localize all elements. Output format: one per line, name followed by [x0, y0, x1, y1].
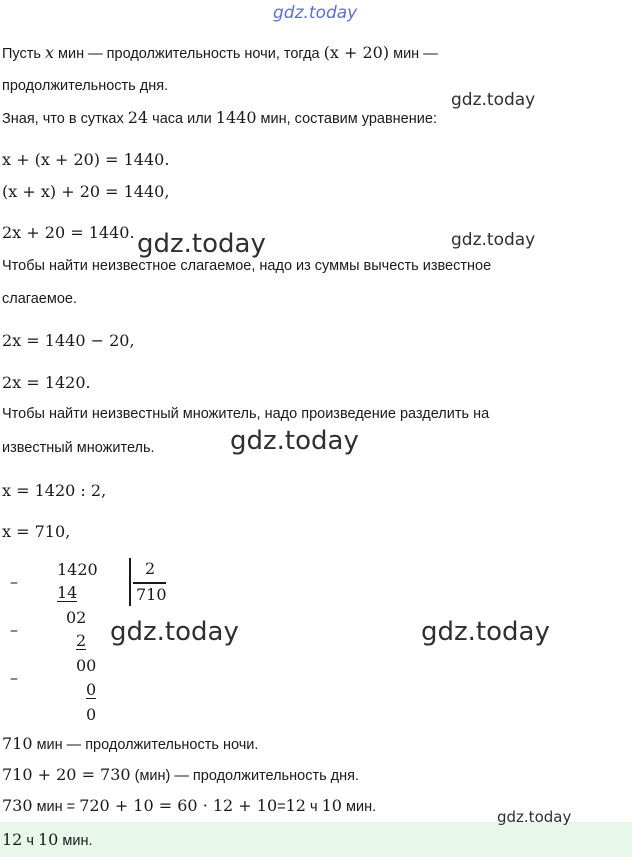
watermark: gdz.today: [137, 229, 266, 259]
rule2-line-1: Чтобы найти неизвестный множитель, надо произведение разделить на: [2, 406, 490, 422]
number: 730: [2, 796, 33, 815]
number: 12: [285, 796, 306, 815]
expression: 720 + 10 = 60 · 12 + 10: [79, 796, 278, 815]
text: часа или: [148, 111, 216, 127]
variable-x: x: [44, 43, 55, 62]
answer: [2, 830, 92, 849]
watermark: gdz.today: [451, 230, 536, 250]
divisor: 2: [145, 559, 156, 578]
equation-6: x = 1420 : 2,: [2, 481, 107, 500]
expression: (x + 20): [323, 43, 390, 62]
watermark: gdz.today: [421, 617, 550, 647]
final-remainder: 0: [86, 705, 97, 724]
text: мин.: [341, 799, 377, 815]
dividend: 1420: [57, 560, 98, 579]
intro-line-3: [2, 108, 437, 127]
number: 1440: [215, 108, 257, 127]
equation-1: x + (x + 20) = 1440.: [2, 150, 170, 169]
text: Пусть: [2, 46, 45, 62]
minus-sign: –: [10, 572, 18, 591]
division-vertical-bar: [129, 558, 131, 606]
watermark: gdz.today: [451, 90, 536, 110]
rule-line-1: Чтобы найти неизвестное слагаемое, надо из суммы вычесть известное: [2, 258, 492, 274]
text: Зная, что в сутках: [2, 111, 128, 127]
text: (мин) — продолжительность дня.: [130, 768, 360, 784]
number: 710: [2, 734, 33, 753]
text: мин.: [58, 833, 93, 849]
subtrahend-3: 0: [86, 680, 97, 699]
number: 10: [37, 830, 59, 849]
minus-sign: –: [10, 668, 18, 687]
intro-line-2: продолжительность дня.: [2, 78, 169, 94]
equation-2: (x + x) + 20 = 1440,: [2, 182, 170, 201]
intro-line-1: [2, 43, 438, 62]
conclusion-day: [2, 765, 359, 784]
equation-3: 2x + 20 = 1440.: [2, 223, 135, 242]
watermark: gdz.today: [497, 808, 572, 826]
rule-line-2: слагаемое.: [2, 291, 77, 307]
equation-4: 2x = 1440 − 20,: [2, 331, 135, 350]
equation-7: x = 710,: [2, 522, 71, 541]
quotient: 710: [136, 585, 167, 604]
number: 12: [2, 830, 23, 849]
answer-band: [0, 822, 632, 857]
watermark-top: gdz.today: [273, 3, 358, 23]
number: 24: [127, 108, 149, 127]
text: мин =: [32, 799, 80, 815]
text: мин — продолжительность ночи.: [32, 737, 259, 753]
division-horizontal-bar: [133, 582, 166, 584]
subtrahend-2: 2: [76, 631, 87, 650]
subtrahend-1: 14: [57, 583, 78, 602]
text: мин, составим уравнение:: [256, 111, 437, 127]
remainder-1: 02: [66, 608, 87, 627]
conclusion-night: [2, 734, 258, 753]
equation-5: 2x = 1420.: [2, 373, 91, 392]
text: мин —: [389, 46, 438, 62]
text: мин — продолжительность ночи, тогда: [54, 46, 324, 62]
rule2-line-2: известный множитель.: [2, 440, 155, 456]
watermark: gdz.today: [230, 426, 359, 456]
equals-sign: =: [277, 799, 286, 815]
expression: 710 + 20 = 730: [2, 765, 131, 784]
conclusion-conversion: [2, 796, 376, 815]
remainder-2: 00: [76, 656, 97, 675]
number: 10: [321, 796, 342, 815]
text: ч: [22, 833, 38, 849]
text: ч: [305, 799, 322, 815]
watermark: gdz.today: [110, 617, 239, 647]
minus-sign: –: [10, 620, 18, 639]
